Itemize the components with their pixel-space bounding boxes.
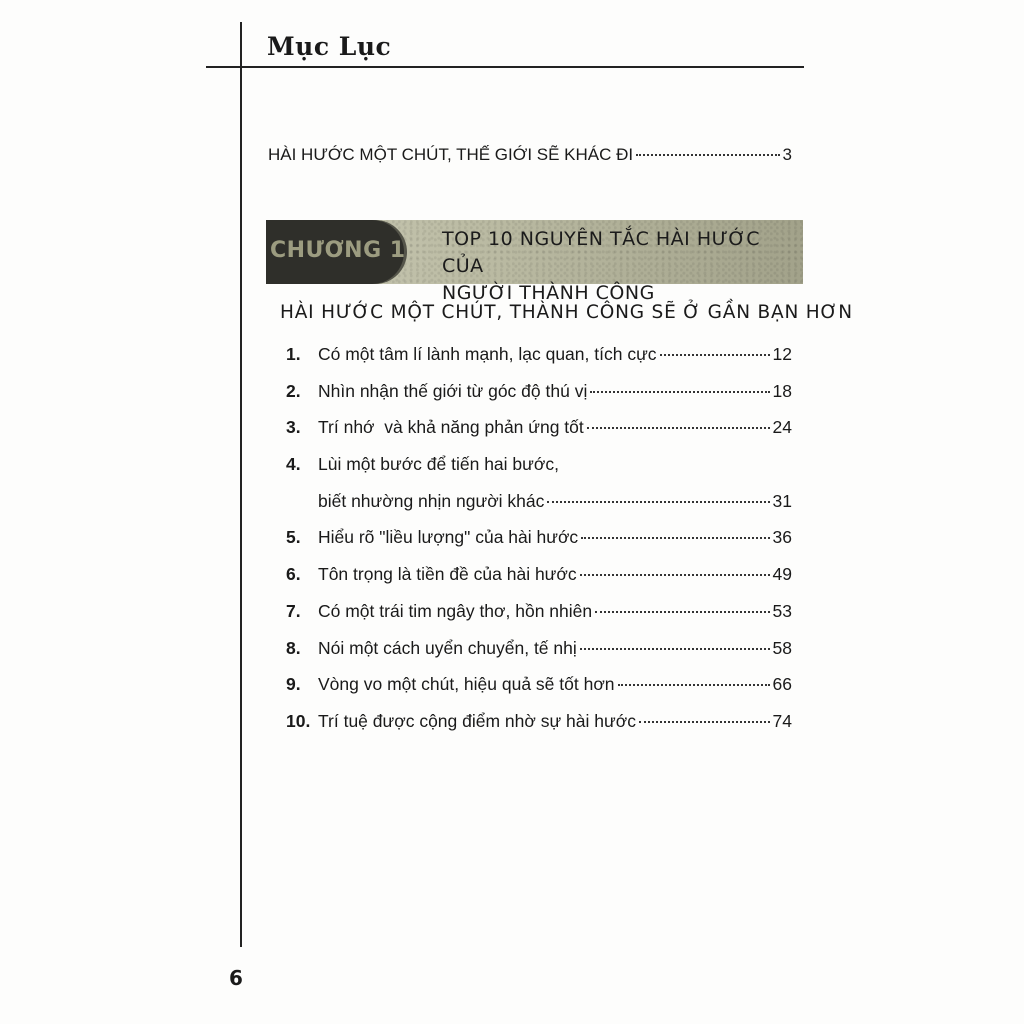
toc-item-row xyxy=(318,381,792,402)
dot-leader xyxy=(547,501,769,503)
preface-title: HÀI HƯỚC MỘT CHÚT, THẾ GIỚI SẼ KHÁC ĐI xyxy=(268,145,634,164)
toc-item-number: 6. xyxy=(286,564,301,585)
toc-item-number: 1. xyxy=(286,344,301,364)
dot-leader xyxy=(581,537,769,539)
toc-item xyxy=(286,711,792,748)
toc-item-row xyxy=(318,417,792,438)
toc-item xyxy=(286,674,792,711)
toc-item-page: 36 xyxy=(772,527,792,548)
toc-item-row xyxy=(318,564,792,585)
chapter-title-line1: TOP 10 NGUYÊN TẮC HÀI HƯỚC CỦA xyxy=(442,228,761,277)
toc-item-title: Hiểu rõ "liều lượng" của hài hước xyxy=(318,527,579,548)
toc-item-title: Trí nhớ và khả năng phản ứng tốt xyxy=(318,417,584,438)
toc-item-number: 10. xyxy=(286,710,311,731)
toc-item-title: Tôn trọng là tiền đề của hài hước xyxy=(318,564,577,585)
chapter-title-line2: NGƯỜI THÀNH CÔNG xyxy=(442,282,655,304)
toc-item xyxy=(286,527,792,564)
chapter-tab xyxy=(266,220,404,284)
toc-item-page: 74 xyxy=(772,710,792,731)
toc-item-number: 5. xyxy=(286,527,301,548)
toc-item-row xyxy=(318,601,792,622)
toc-item-page: 31 xyxy=(772,490,792,511)
dot-leader xyxy=(636,154,779,156)
margin-vertical-rule xyxy=(240,22,242,947)
page-title: Mục Lục xyxy=(267,32,392,61)
toc-item-title: Nhìn nhận thế giới từ góc độ thú vị xyxy=(318,380,588,401)
toc-item-title: Trí tuệ được cộng điểm nhờ sự hài hước xyxy=(318,710,636,731)
dot-leader xyxy=(618,684,770,686)
toc-item-page: 12 xyxy=(772,344,792,364)
toc-item-title: Nói một cách uyển chuyển, tế nhị xyxy=(318,637,577,658)
toc-item-title: Có một tâm lí lành mạnh, lạc quan, tích cực xyxy=(318,344,657,364)
chapter-label: CHƯƠNG 1 xyxy=(270,238,406,263)
toc-item-number: 7. xyxy=(286,600,301,621)
toc-item-title: biết nhường nhịn người khác xyxy=(318,490,545,511)
toc-item xyxy=(286,601,792,638)
dot-leader xyxy=(590,391,769,393)
toc-item-page: 53 xyxy=(772,600,792,621)
toc-item-page: 24 xyxy=(772,417,792,438)
toc-item-row xyxy=(318,638,792,659)
toc-item xyxy=(286,381,792,418)
toc-item xyxy=(286,454,792,527)
header-horizontal-rule xyxy=(206,66,804,68)
toc-item-number: 4. xyxy=(286,454,301,475)
toc-item-title: Có một trái tim ngây thơ, hồn nhiên xyxy=(318,600,593,621)
toc-item-page: 58 xyxy=(772,637,792,658)
toc-item-title: Vòng vo một chút, hiệu quả sẽ tốt hơn xyxy=(318,674,615,695)
section-heading: HÀI HƯỚC MỘT CHÚT, THÀNH CÔNG SẼ Ở GẦN BẠN HƠN xyxy=(280,302,853,323)
toc-item-row xyxy=(318,527,792,548)
dot-leader xyxy=(580,648,770,650)
toc-item-title-line1: Lùi một bước để tiến hai bước, xyxy=(318,454,559,475)
toc-preface-entry xyxy=(268,145,792,165)
dot-leader xyxy=(660,354,770,356)
toc-item xyxy=(286,417,792,454)
toc-item-page: 49 xyxy=(772,564,792,585)
toc-item-page: 18 xyxy=(772,380,792,401)
toc-item-number: 2. xyxy=(286,380,301,401)
toc-item-row xyxy=(318,344,792,365)
toc-item xyxy=(286,564,792,601)
toc-item-number: 3. xyxy=(286,417,301,438)
dot-leader xyxy=(580,574,770,576)
dot-leader xyxy=(587,427,770,429)
chapter-banner xyxy=(266,220,803,304)
preface-page-number: 3 xyxy=(782,145,792,164)
toc-item-number: 8. xyxy=(286,637,301,658)
page-number: 6 xyxy=(229,966,243,990)
toc-item-row xyxy=(318,711,792,732)
toc-item-page: 66 xyxy=(772,674,792,695)
toc-item-row xyxy=(318,674,792,695)
toc-item xyxy=(286,638,792,675)
toc-item-row xyxy=(318,491,792,512)
toc-item-number: 9. xyxy=(286,674,301,695)
toc-item xyxy=(286,344,792,381)
chapter-title xyxy=(442,226,797,307)
dot-leader xyxy=(639,721,770,723)
toc-list xyxy=(286,344,792,748)
dot-leader xyxy=(595,611,769,613)
